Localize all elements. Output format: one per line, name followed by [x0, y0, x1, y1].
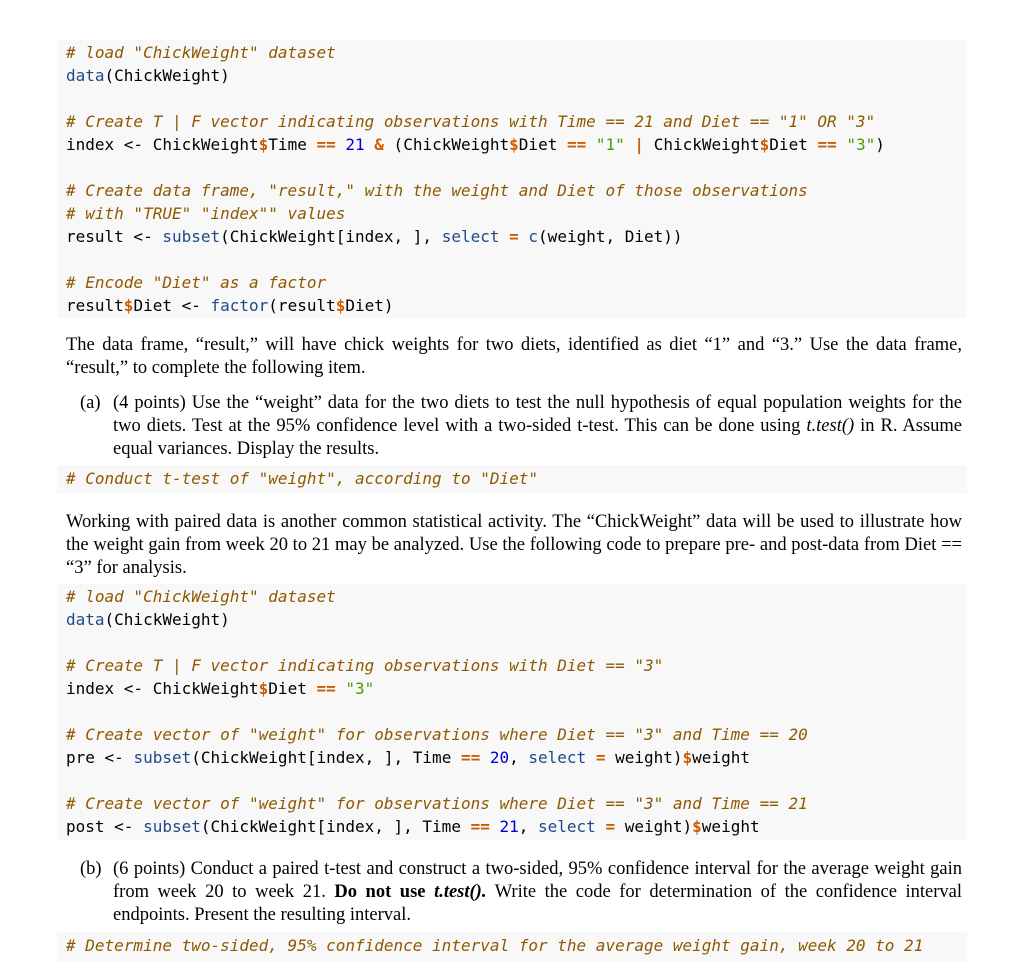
code-token: weight — [692, 748, 750, 767]
code-token: Time — [268, 135, 317, 154]
code-line — [66, 271, 958, 294]
code-token: (ChickWeight[index, ], — [220, 227, 442, 246]
item-b — [80, 858, 962, 927]
code-token: "3" — [846, 135, 876, 154]
code-token: weight) — [605, 748, 683, 767]
code-line — [66, 179, 958, 202]
code-token: == — [470, 817, 490, 836]
code-token: $ — [759, 135, 770, 154]
code-line — [66, 654, 958, 677]
code-token: # Determine two-sided, 95% confidence interval for the average weight gain, week 20 to 21 — [66, 936, 924, 955]
code-token — [519, 227, 529, 246]
code-token: # load "ChickWeight" dataset — [66, 43, 336, 62]
code-token — [336, 679, 346, 698]
code-token: | — [634, 135, 645, 154]
code-token: == — [460, 748, 481, 767]
code-token: select — [528, 748, 587, 767]
code-token — [499, 227, 509, 246]
code-token: & — [374, 135, 384, 154]
code-line — [66, 294, 958, 317]
code-token: "3" — [345, 679, 375, 698]
code-token — [365, 135, 375, 154]
code-line — [66, 934, 958, 957]
item-a-label: (a) — [80, 393, 101, 413]
code-token: data — [66, 610, 105, 629]
code-token: result — [66, 296, 124, 315]
code-token: ) — [875, 135, 885, 154]
code-token: weight) — [615, 817, 693, 836]
code-token: Diet — [769, 135, 818, 154]
code-token: 20 — [489, 748, 510, 767]
code-token: == — [316, 135, 336, 154]
code-token: select — [538, 817, 596, 836]
code-token: = — [509, 227, 519, 246]
code-token: # with "TRUE" "index"" values — [66, 204, 346, 223]
code-block-t-test — [57, 465, 967, 493]
code-token: $ — [258, 135, 269, 154]
code-line — [66, 64, 958, 87]
code-line — [66, 156, 958, 179]
code-token: == — [316, 679, 336, 698]
code-token: $ — [335, 296, 346, 315]
code-block-pre-post — [57, 584, 967, 840]
item-b-label: (b) — [80, 859, 102, 879]
code-token: (ChickWeight) — [104, 610, 230, 629]
code-token — [625, 135, 635, 154]
code-line — [66, 815, 958, 838]
code-token: == — [566, 135, 587, 154]
code-token: Diet) — [345, 296, 394, 315]
code-block-load-data — [57, 40, 967, 318]
code-token: Diet <- — [133, 296, 211, 315]
code-token: $ — [123, 296, 134, 315]
code-line — [66, 110, 958, 133]
code-token: (ChickWeight[index, ], Time — [200, 817, 471, 836]
code-token: select — [441, 227, 500, 246]
code-line — [66, 202, 958, 225]
code-line — [66, 723, 958, 746]
code-line — [66, 467, 958, 490]
code-line — [66, 133, 958, 156]
code-token: "1" — [595, 135, 625, 154]
code-token: # Create T | F vector indicating observations with Diet == "3" — [66, 656, 664, 675]
code-token: post <- — [66, 817, 144, 836]
code-token: $ — [692, 817, 702, 836]
code-token: = — [605, 817, 616, 836]
code-token: subset — [162, 227, 221, 246]
item-a — [80, 392, 962, 461]
code-token: subset — [133, 748, 192, 767]
code-token: # Create vector of "weight" for observations where Diet == "3" and Time == 20 — [66, 725, 808, 744]
code-token: index <- ChickWeight — [66, 679, 259, 698]
code-token — [586, 135, 596, 154]
code-token: data — [66, 66, 105, 85]
item-a-text: (4 points) Use the “weight” data for the two diets to test the null hypothesis of equal population weights for the two diets. Test at the 95% confidence level with a two-sided t-test. This can be done using t.test() in R. Assume equal variances. Display the results. — [113, 393, 963, 459]
code-line — [66, 792, 958, 815]
code-token: $ — [258, 679, 269, 698]
code-token: subset — [143, 817, 201, 836]
code-token: # load "ChickWeight" dataset — [66, 587, 336, 606]
code-token: (weight, Diet)) — [538, 227, 683, 246]
code-token: Diet — [518, 135, 567, 154]
code-token: # Conduct t-test of "weight", according to "Diet" — [66, 469, 539, 488]
code-token: result <- — [66, 227, 163, 246]
code-token — [586, 748, 596, 767]
code-token — [480, 748, 490, 767]
code-token: (ChickWeight — [383, 135, 510, 154]
code-token: index <- ChickWeight — [66, 135, 259, 154]
code-token — [596, 817, 606, 836]
code-token: Diet — [268, 679, 317, 698]
code-token: c — [528, 227, 539, 246]
code-token: == — [817, 135, 837, 154]
code-token: = — [595, 748, 606, 767]
code-token: 21 — [345, 135, 365, 154]
code-token: , — [509, 748, 529, 767]
code-token: $ — [509, 135, 519, 154]
code-token: # Create vector of "weight" for observations where Diet == "3" and Time == 21 — [66, 794, 808, 813]
code-line — [66, 746, 958, 769]
code-block-confidence-interval — [57, 932, 967, 962]
code-line — [66, 41, 958, 64]
code-line — [66, 585, 958, 608]
code-line — [66, 225, 958, 248]
paragraph-paired-data: Working with paired data is another common statistical activity. The “ChickWeight” data will be used to illustrate how the weight gain from week 20 to 21 may be analyzed. Use the following code to prepare pre- and post-data from Diet == “3” for analysis. — [66, 512, 962, 578]
code-token: factor — [210, 296, 269, 315]
code-token — [336, 135, 346, 154]
code-token: # Encode "Diet" as a factor — [66, 273, 327, 292]
code-line — [66, 631, 958, 654]
code-token: # Create data frame, "result," with the weight and Diet of those observations — [66, 181, 808, 200]
code-token: , — [518, 817, 539, 836]
code-token: 21 — [499, 817, 519, 836]
code-line — [66, 608, 958, 631]
code-token: (ChickWeight) — [104, 66, 230, 85]
code-token: $ — [682, 748, 693, 767]
code-line — [66, 769, 958, 792]
code-token: # Create T | F vector indicating observations with Time == 21 and Diet == "1" OR "3" — [66, 112, 876, 131]
code-token: ChickWeight — [644, 135, 760, 154]
code-token: weight — [701, 817, 760, 836]
code-token: (result — [268, 296, 336, 315]
item-b-text: (6 points) Conduct a paired t-test and construct a two-sided, 95% confidence interval for the average weight gain from week 20 to week 21. Do not use t.test(). Write the code for determination of the confidence interval endpoints. Present the resulting interval. — [113, 859, 962, 925]
code-token — [837, 135, 847, 154]
code-line — [66, 87, 958, 110]
code-line — [66, 677, 958, 700]
code-token: pre <- — [66, 748, 134, 767]
code-line — [66, 248, 958, 271]
code-token: (ChickWeight[index, ], Time — [191, 748, 461, 767]
code-line — [66, 700, 958, 723]
paragraph-result-description: The data frame, “result,” will have chick weights for two diets, identified as diet “1” and “3.” Use the data frame, “result,” to complete the following item. — [66, 335, 962, 378]
